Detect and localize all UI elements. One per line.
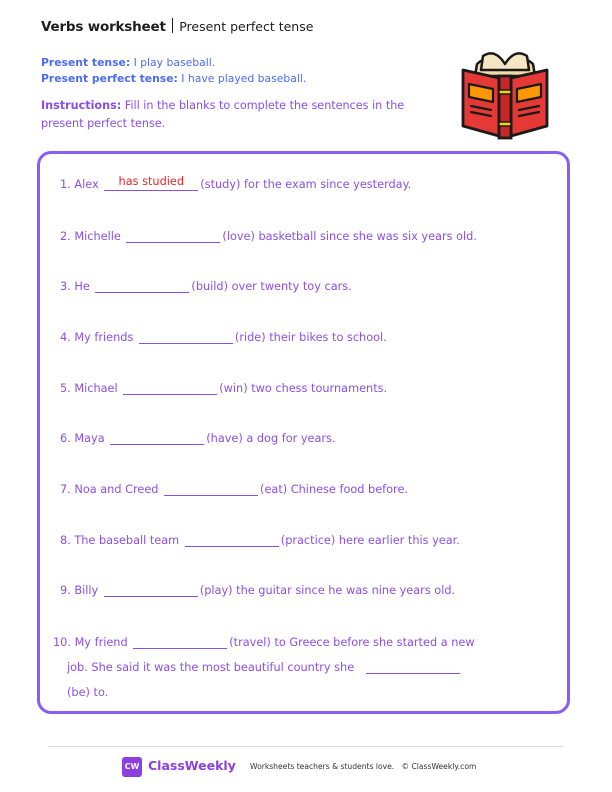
question-1 [60,175,411,195]
question-text-after: (study) for the exam since yesterday. [200,178,412,191]
question-10-line-1 [53,630,475,655]
classweekly-logo-icon: CW [122,757,142,777]
question-text-after: (build) over twenty toy cars. [191,280,352,293]
present-tense-label: Present tense: [41,56,131,69]
question-text-before: My friend [74,636,128,649]
footer-tagline: Worksheets teachers & students love. © ClassWeekly.com [250,762,477,771]
question-3 [60,277,352,297]
question-text-after: (have) a dog for years. [206,432,336,445]
answer-blank[interactable] [95,278,189,293]
answer-blank-2[interactable] [366,659,460,674]
answer-blank[interactable] [139,329,233,344]
answer-blank[interactable] [133,634,227,649]
question-text-before: The baseball team [74,534,180,547]
examples [41,55,306,87]
question-2 [60,227,477,247]
open-book-icon [455,42,555,142]
question-text-before: Noa and Creed [74,483,159,496]
question-text-after: (eat) Chinese food before. [260,483,408,496]
answer-blank[interactable] [185,532,279,547]
brand-name: ClassWeekly [148,758,236,773]
answer-blank[interactable] [104,582,198,597]
question-text-before: My friends [74,331,134,344]
present-perfect-label: Present perfect tense: [41,72,178,85]
present-tense-text: I play baseball. [130,56,216,69]
question-text-before: Billy [74,584,99,597]
question-text-before: Michael [74,382,118,395]
question-text-before: He [74,280,90,293]
question-8 [60,531,460,551]
present-perfect-text: I have played baseball. [177,72,307,85]
question-number: 10. [53,636,71,649]
answer-blank[interactable] [104,176,198,191]
answer-blank[interactable] [126,228,220,243]
question-text-continued: job. She said it was the most beautiful country she [67,661,355,674]
question-text-after: (love) basketball since she was six years old. [222,230,477,243]
title-divider [172,18,174,33]
question-number: 1. [60,178,71,191]
instructions [41,97,421,133]
question-number: 3. [60,280,71,293]
question-number: 7. [60,483,71,496]
answer-text: has studied [118,175,185,188]
question-10-line-3 [53,680,475,705]
worksheet-title: Verbs worksheet [41,19,166,35]
footer-divider [48,746,564,747]
question-10-line-2 [53,655,475,680]
question-4 [60,328,387,348]
instructions-label: Instructions: [41,99,122,112]
question-6 [60,429,336,449]
question-7 [60,480,408,500]
question-number: 6. [60,432,71,445]
page-title [41,18,313,35]
question-text-after: (play) the guitar since he was nine years old. [199,584,456,597]
present-perfect-example [41,71,306,87]
question-text-after: (ride) their bikes to school. [234,331,387,344]
question-10 [53,630,475,705]
question-number: 4. [60,331,71,344]
question-text-before: Alex [74,178,99,191]
answer-blank[interactable] [110,430,204,445]
question-9 [60,581,455,601]
worksheet-subtitle: Present perfect tense [179,19,314,34]
question-text-after: (practice) here earlier this year. [280,534,460,547]
question-5 [60,379,387,399]
question-text-before: Maya [74,432,105,445]
question-number: 9. [60,584,71,597]
answer-blank[interactable] [164,481,258,496]
question-text-end: (be) to. [67,686,109,699]
instructions-text: Fill in the blanks to complete the sentences in the present perfect tense. [41,99,405,130]
question-number: 5. [60,382,71,395]
question-text-after: (win) two chess tournaments. [219,382,388,395]
question-number: 2. [60,230,71,243]
question-number: 8. [60,534,71,547]
question-text-before: Michelle [74,230,121,243]
answer-blank[interactable] [123,380,217,395]
question-text-after: (travel) to Greece before she started a new [229,636,475,649]
present-tense-example [41,55,306,71]
